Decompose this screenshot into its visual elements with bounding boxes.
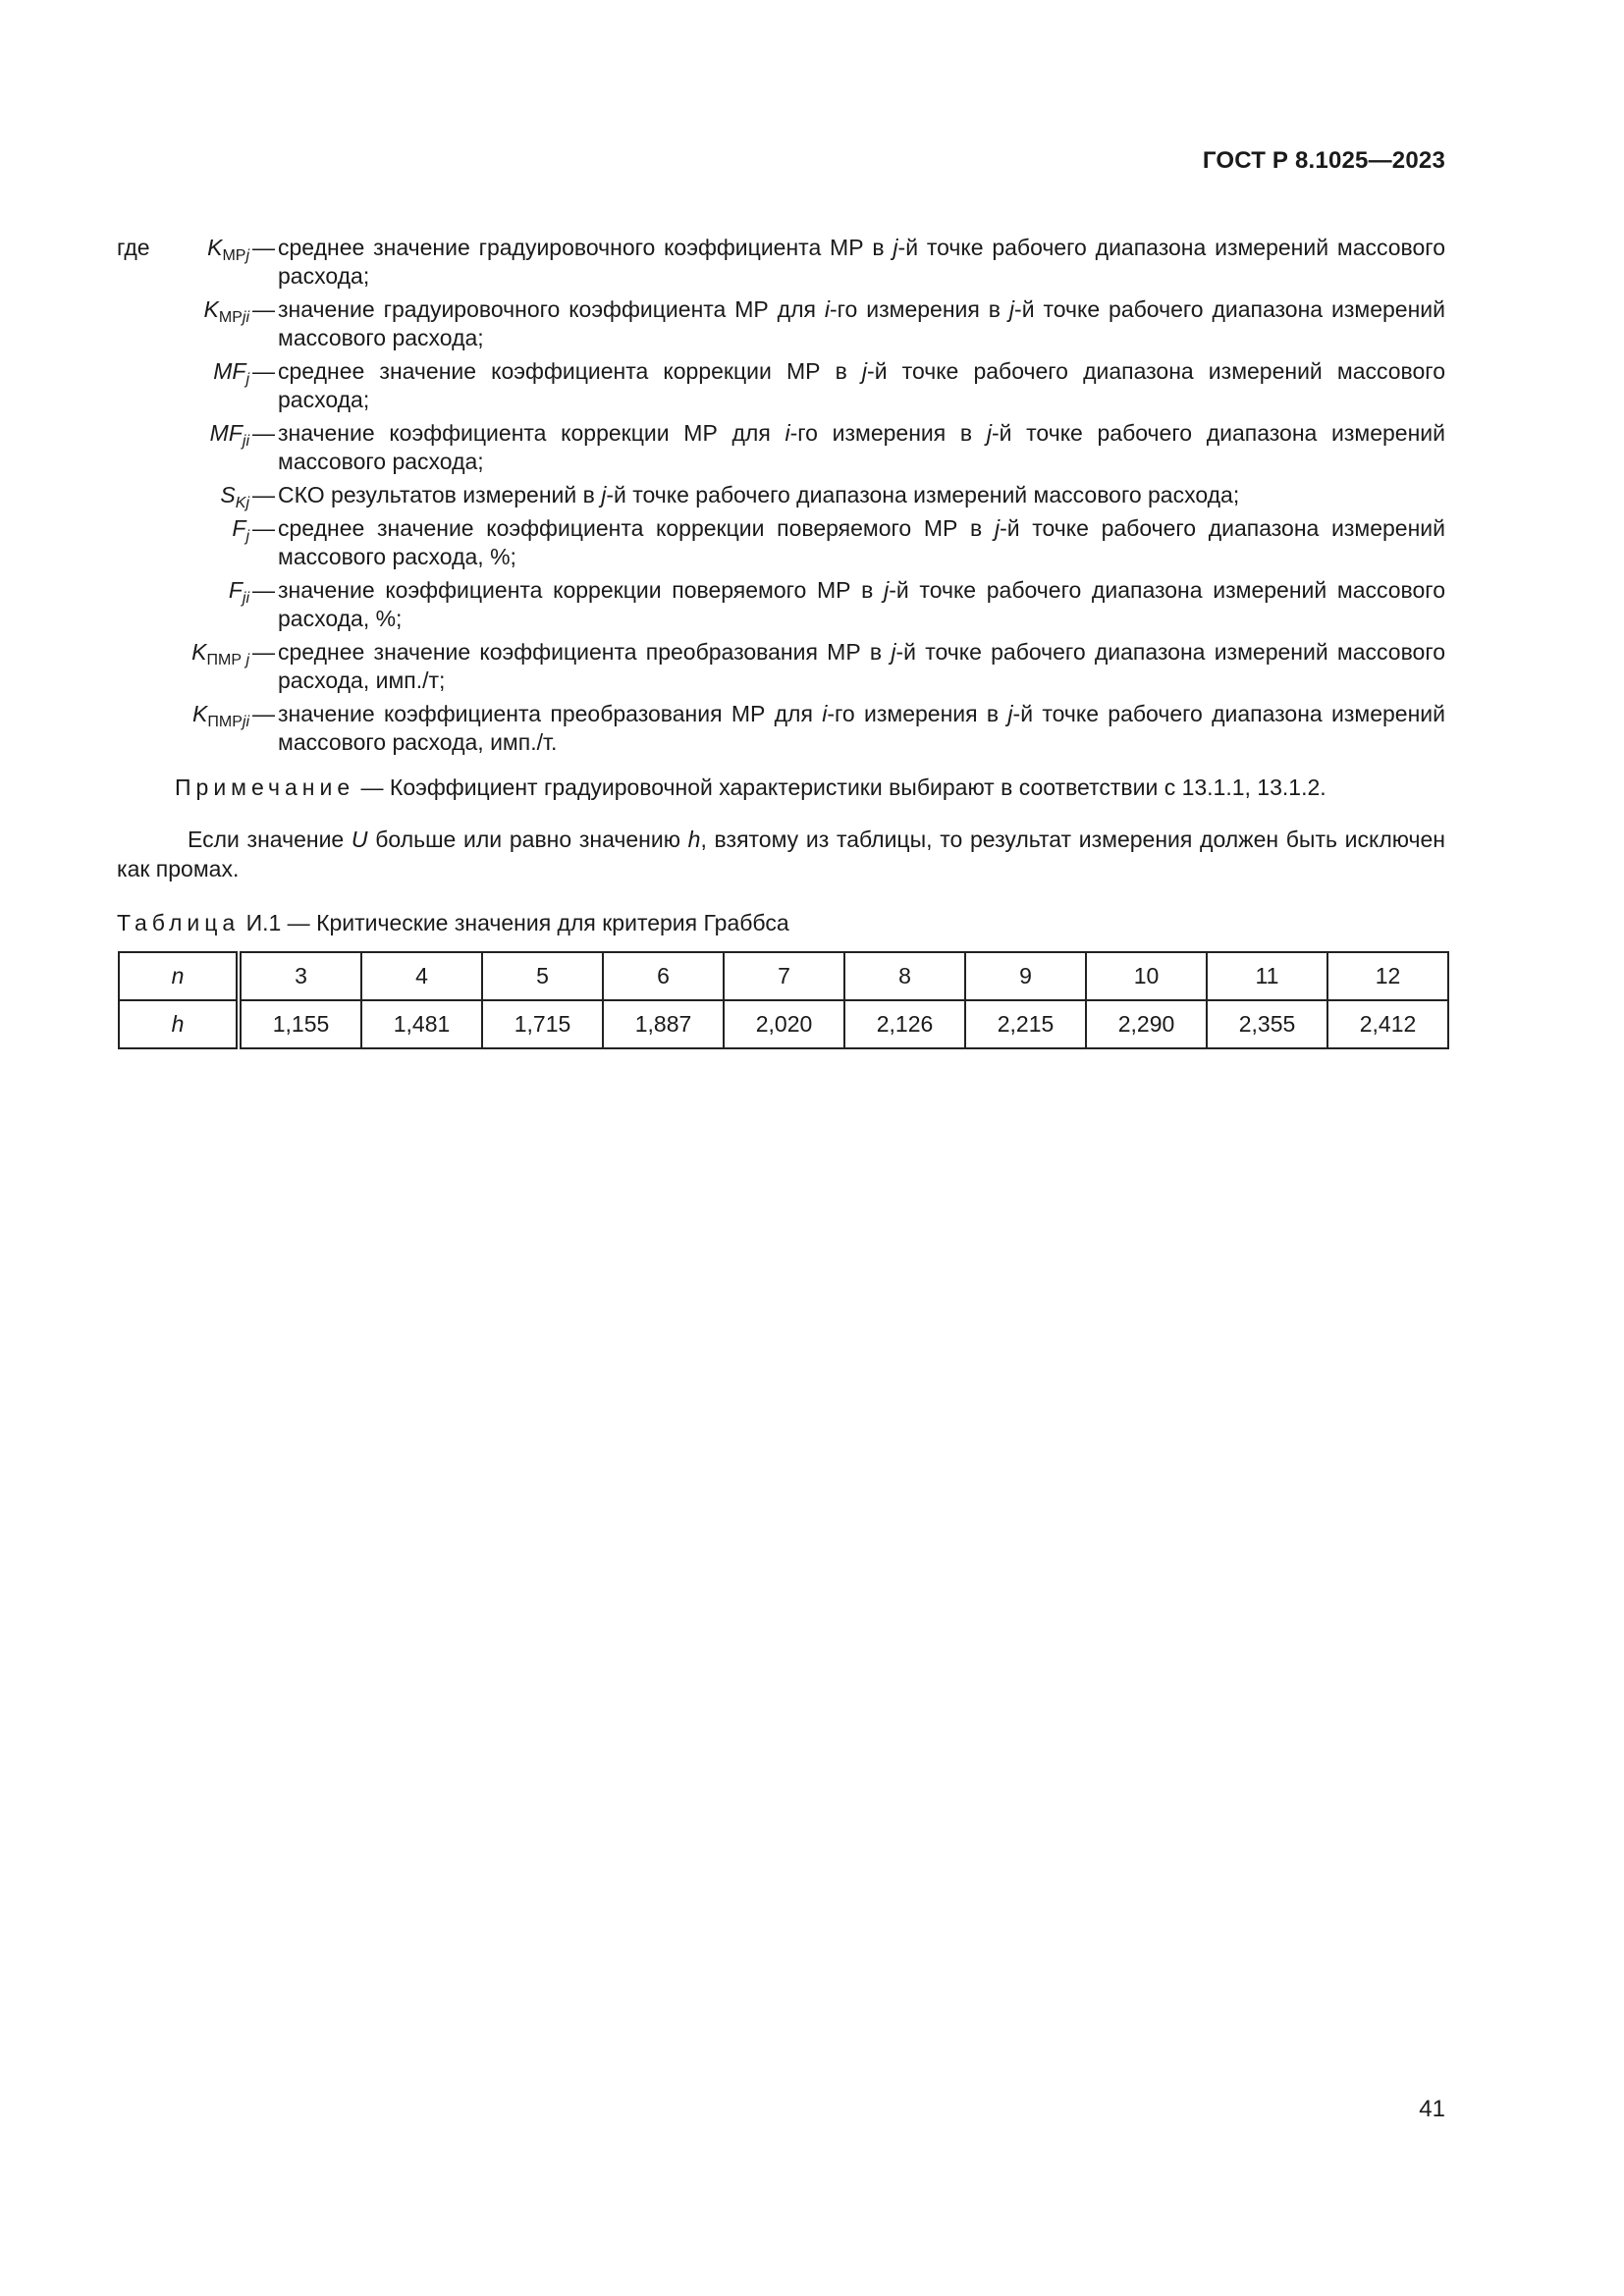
definition-item <box>117 481 1445 509</box>
text-run: среднее значение коэффициента преобразования МР в <box>278 639 892 665</box>
table-cell-h: 1,715 <box>482 1000 603 1048</box>
text-run: , взятому из таблицы, то результат измерения должен быть исключен как промах. <box>117 827 1445 881</box>
definition-dash: — <box>252 701 275 726</box>
table-cell-n: 11 <box>1207 952 1327 1000</box>
table-cell-h: 2,290 <box>1086 1000 1207 1048</box>
symbol-subscript <box>207 714 249 730</box>
definition-symbol <box>117 481 249 509</box>
text-run: -й точке рабочего диапазона измерений массового расхода; <box>278 420 1445 474</box>
definition-text <box>278 295 1445 352</box>
text-run: U <box>351 827 368 852</box>
definition-symbol <box>117 700 249 757</box>
text-run: -й точке рабочего диапазона измерений массового расхода; <box>606 482 1240 507</box>
definition-item <box>117 357 1445 414</box>
definition-text <box>278 419 1445 476</box>
table-cell-n: 7 <box>724 952 844 1000</box>
definition-text <box>278 234 1445 291</box>
table-cell-h: 1,155 <box>239 1000 361 1048</box>
definition-dash: — <box>252 482 275 507</box>
definition-symbol <box>117 514 249 571</box>
text-run: j <box>861 358 868 384</box>
table-cell-h: 2,020 <box>724 1000 844 1048</box>
table-caption <box>117 908 789 937</box>
definition-item <box>117 576 1445 633</box>
row-header-n: n <box>119 952 239 1000</box>
text-run: среднее значение градуировочного коэффициента МР в <box>278 235 893 260</box>
symbol-subscript <box>243 433 249 450</box>
text-run: -й точке рабочего диапазона измерений массового расхода, имп./т; <box>278 639 1445 693</box>
definition-item <box>117 234 1445 291</box>
grubbs-critical-values-table <box>118 951 1449 1049</box>
text-run: среднее значение коэффициента коррекции МР в <box>278 358 862 384</box>
symbol-subscript <box>219 309 249 326</box>
table-cell-h: 2,412 <box>1327 1000 1448 1048</box>
subscript-italic: j <box>245 247 249 264</box>
table-cell-n: 6 <box>603 952 724 1000</box>
text-run: j <box>891 639 896 665</box>
definition-text <box>278 481 1445 509</box>
subscript-italic: ji <box>242 714 249 730</box>
subscript-italic: Kj <box>235 495 249 511</box>
symbol-subscript <box>243 590 249 607</box>
text-run: j <box>986 420 992 446</box>
table-cell-n: 10 <box>1086 952 1207 1000</box>
definition-item <box>117 295 1445 352</box>
subscript-italic: ji <box>242 309 249 326</box>
definition-item <box>117 514 1445 571</box>
definition-text <box>278 638 1445 695</box>
text-run: значение градуировочного коэффициента МР для <box>278 296 825 322</box>
symbol: $MF_{ji}$ <box>209 420 249 450</box>
table-caption-label: Таблица <box>117 910 241 935</box>
text-run: Если значение <box>188 827 352 852</box>
where-label: где <box>117 235 150 260</box>
definition-dash: — <box>252 358 275 384</box>
table-cell-h: 2,126 <box>844 1000 965 1048</box>
text-run: i <box>824 296 831 322</box>
symbol: $K_{ПМР j}$ <box>191 639 249 668</box>
text-run: -й точке рабочего диапазона измерений массового расхода; <box>278 358 1445 412</box>
symbol: $K_{МРji}$ <box>203 296 249 326</box>
text-run: -го измерения в <box>827 701 1008 726</box>
subscript-italic: ji <box>242 590 249 607</box>
text-run: i <box>785 420 790 446</box>
text-run: j <box>1007 701 1013 726</box>
symbol-subscript <box>245 371 249 388</box>
definition-symbol <box>117 576 249 633</box>
table-cell-n: 9 <box>965 952 1086 1000</box>
definition-text <box>278 357 1445 414</box>
definition-dash: — <box>252 639 275 665</box>
subscript-upright: МР <box>218 309 243 326</box>
subscript-upright: МР <box>222 247 246 264</box>
text-run: значение коэффициента коррекции поверяемого МР в <box>278 577 885 603</box>
table-cell-h: 1,887 <box>603 1000 724 1048</box>
text-run: -й точке рабочего диапазона измерений массового расхода; <box>278 235 1445 289</box>
definition-item <box>117 700 1445 757</box>
table-caption-text: И.1 — Критические значения для критерия Граббса <box>240 910 789 935</box>
definition-item <box>117 638 1445 695</box>
text-run: i <box>822 701 828 726</box>
symbol: $F_{ji}$ <box>228 577 249 607</box>
document-code-header: ГОСТ Р 8.1025—2023 <box>1202 147 1445 174</box>
text-run: j <box>1008 296 1015 322</box>
definition-text <box>278 576 1445 633</box>
subscript-upright: ПМР <box>207 714 243 730</box>
symbol-subscript <box>245 528 249 545</box>
symbol: $K_{ПМРji}$ <box>192 701 249 730</box>
definition-text <box>278 700 1445 757</box>
text-run: j <box>994 515 1001 541</box>
table-cell-n: 3 <box>239 952 361 1000</box>
text-run: СКО результатов измерений в <box>278 482 602 507</box>
row-header-h: h <box>119 1000 239 1048</box>
subscript-italic: ji <box>242 433 249 450</box>
definition-dash: — <box>252 235 275 260</box>
definition-dash: — <box>252 515 275 541</box>
symbol-subscript <box>206 652 249 668</box>
symbol: $F_j$ <box>232 515 249 545</box>
table-row <box>119 1000 1448 1048</box>
text-run: среднее значение коэффициента коррекции поверяемого МР в <box>278 515 995 541</box>
note <box>175 774 1445 802</box>
text-run: -й точке рабочего диапазона измерений массового расхода, %; <box>278 515 1445 569</box>
definition-item <box>117 419 1445 476</box>
table-cell-n: 12 <box>1327 952 1448 1000</box>
definition-symbol <box>117 234 249 291</box>
definitions-list <box>117 234 1445 762</box>
text-run: -й точке рабочего диапазона измерений массового расхода, имп./т. <box>278 701 1445 755</box>
note-label: Примечание <box>175 774 355 800</box>
symbol-subscript <box>236 495 249 511</box>
symbol: $K_{МРj}$ <box>207 235 249 264</box>
symbol: $MF_j$ <box>213 358 249 388</box>
table-cell-n: 5 <box>482 952 603 1000</box>
symbol-subscript <box>222 247 249 264</box>
definition-symbol <box>117 638 249 695</box>
definition-dash: — <box>252 577 275 603</box>
subscript-italic: j <box>245 652 249 668</box>
text-run: -го измерения в <box>830 296 1009 322</box>
table-cell-n: 4 <box>361 952 482 1000</box>
text-run: j <box>601 482 607 507</box>
text-run: значение коэффициента преобразования МР для <box>278 701 823 726</box>
definition-dash: — <box>252 296 275 322</box>
text-run: j <box>884 577 890 603</box>
text-run: -й точке рабочего диапазона измерений массового расхода; <box>278 296 1445 350</box>
rejection-rule-paragraph <box>117 825 1445 883</box>
table-row <box>119 952 1448 1000</box>
definition-dash: — <box>252 420 275 446</box>
definition-symbol <box>117 295 249 352</box>
definition-text <box>278 514 1445 571</box>
text-run: больше или равно значению <box>367 827 688 852</box>
text-run: -й точке рабочего диапазона измерений массового расхода, %; <box>278 577 1445 631</box>
text-run: значение коэффициента коррекции МР для <box>278 420 785 446</box>
table-cell-h: 1,481 <box>361 1000 482 1048</box>
subscript-italic: j <box>245 528 249 545</box>
subscript-italic: j <box>245 371 249 388</box>
note-text: — Коэффициент градуировочной характеристики выбирают в соответствии с 13.1.1, 13.1.2. <box>354 774 1326 800</box>
text-run: j <box>893 235 898 260</box>
table-cell-h: 2,215 <box>965 1000 1086 1048</box>
table-cell-n: 8 <box>844 952 965 1000</box>
text-run: -го измерения в <box>789 420 987 446</box>
definition-symbol <box>117 419 249 476</box>
symbol: $S_{Kj}$ <box>220 482 249 511</box>
text-run: h <box>687 827 701 852</box>
subscript-upright: ПМР <box>206 652 246 668</box>
page-number: 41 <box>1419 2096 1445 2122</box>
definition-symbol <box>117 357 249 414</box>
table-cell-h: 2,355 <box>1207 1000 1327 1048</box>
